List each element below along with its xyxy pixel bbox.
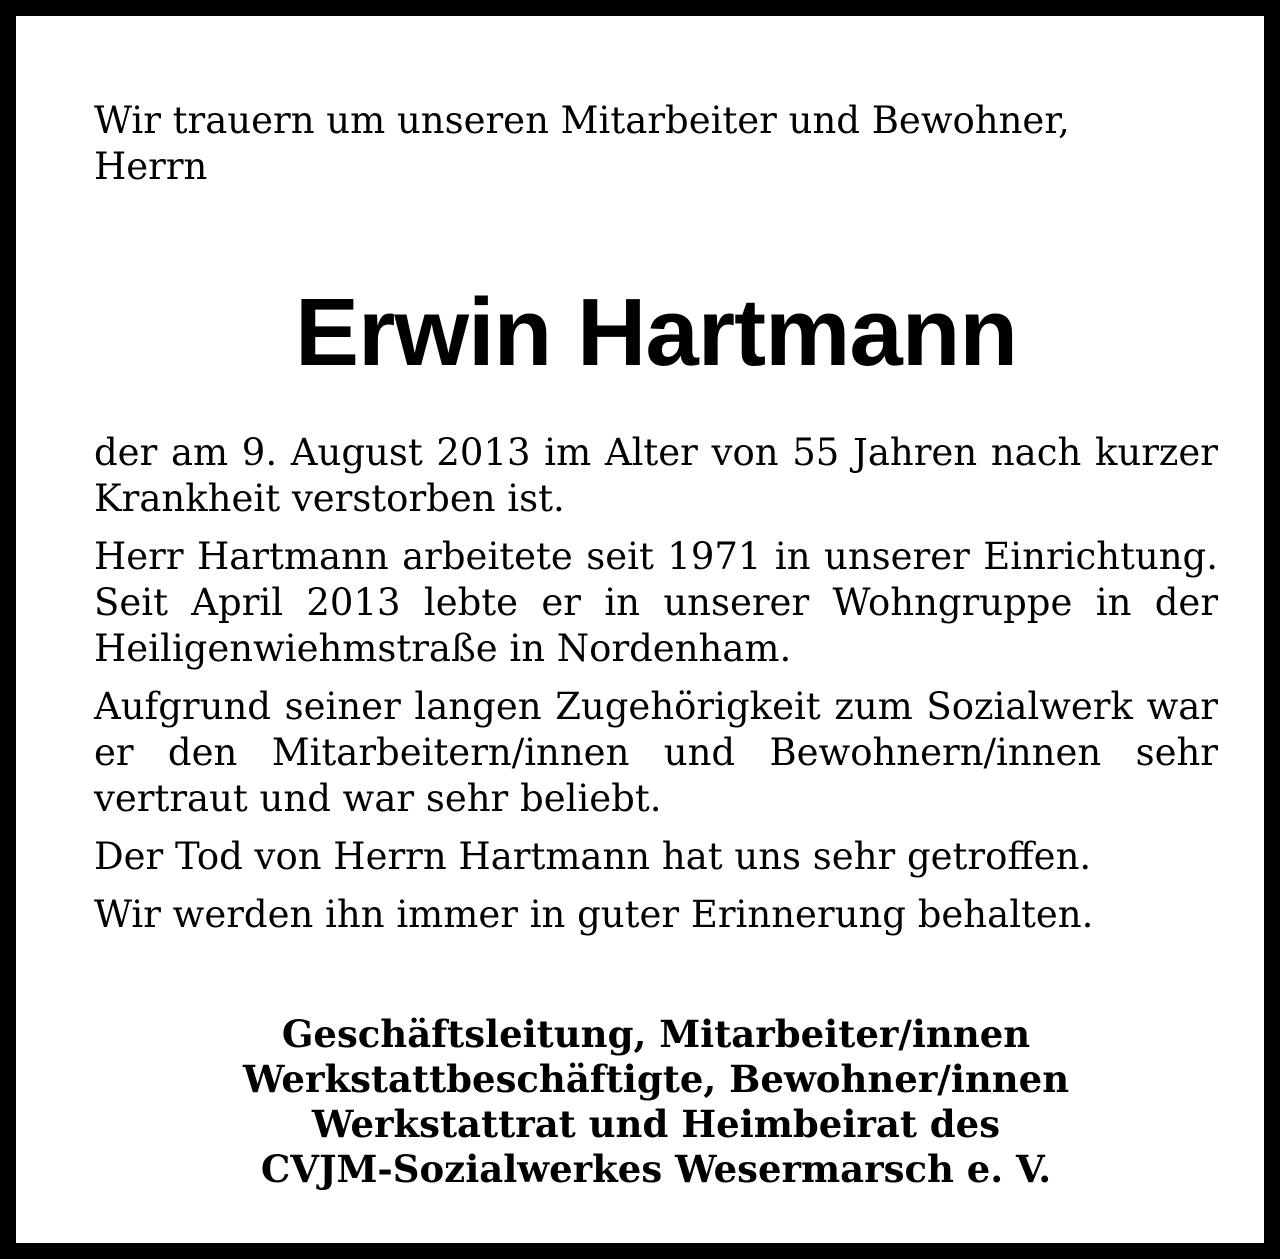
paragraph: der am 9. August 2013 im Alter von 55 Jahren nach kurzer Krankheit verstorben ist.	[94, 431, 1218, 520]
intro-line: Herrn	[94, 145, 208, 188]
paragraph: Der Tod von Herrn Hartmann hat uns sehr getroffen.	[94, 835, 1092, 878]
intro-text	[94, 98, 1224, 190]
intro-line: Wir trauern um unseren Mitarbeiter und Bewohner,	[94, 99, 1070, 142]
signature-line: CVJM-Sozialwerkes Wesermarsch e. V.	[260, 1147, 1052, 1191]
paragraph: Herr Hartmann arbeitete seit 1971 in unserer Einrichtung. Seit April 2013 lebte er in unserer Wohngruppe in der Heiligenwiehmstraße in Nordenham.	[94, 535, 1218, 670]
signature-line: Werkstattrat und Heimbeirat des	[311, 1102, 1001, 1146]
signature-line: Werkstattbeschäftigte, Bewohner/innen	[242, 1057, 1070, 1101]
paragraph: Wir werden ihn immer in guter Erinnerung behalten.	[94, 893, 1094, 936]
signature-block	[16, 1012, 1280, 1192]
signature-line: Geschäftsleitung, Mitarbeiter/innen	[281, 1012, 1031, 1056]
obituary-body	[94, 430, 1218, 950]
deceased-name: Erwin Hartmann	[294, 279, 1018, 386]
paragraph: Aufgrund seiner langen Zugehörigkeit zum Sozialwerk war er den Mitarbeitern/innen und Bewohnern/innen sehr vertraut und war sehr beliebt.	[94, 685, 1218, 820]
